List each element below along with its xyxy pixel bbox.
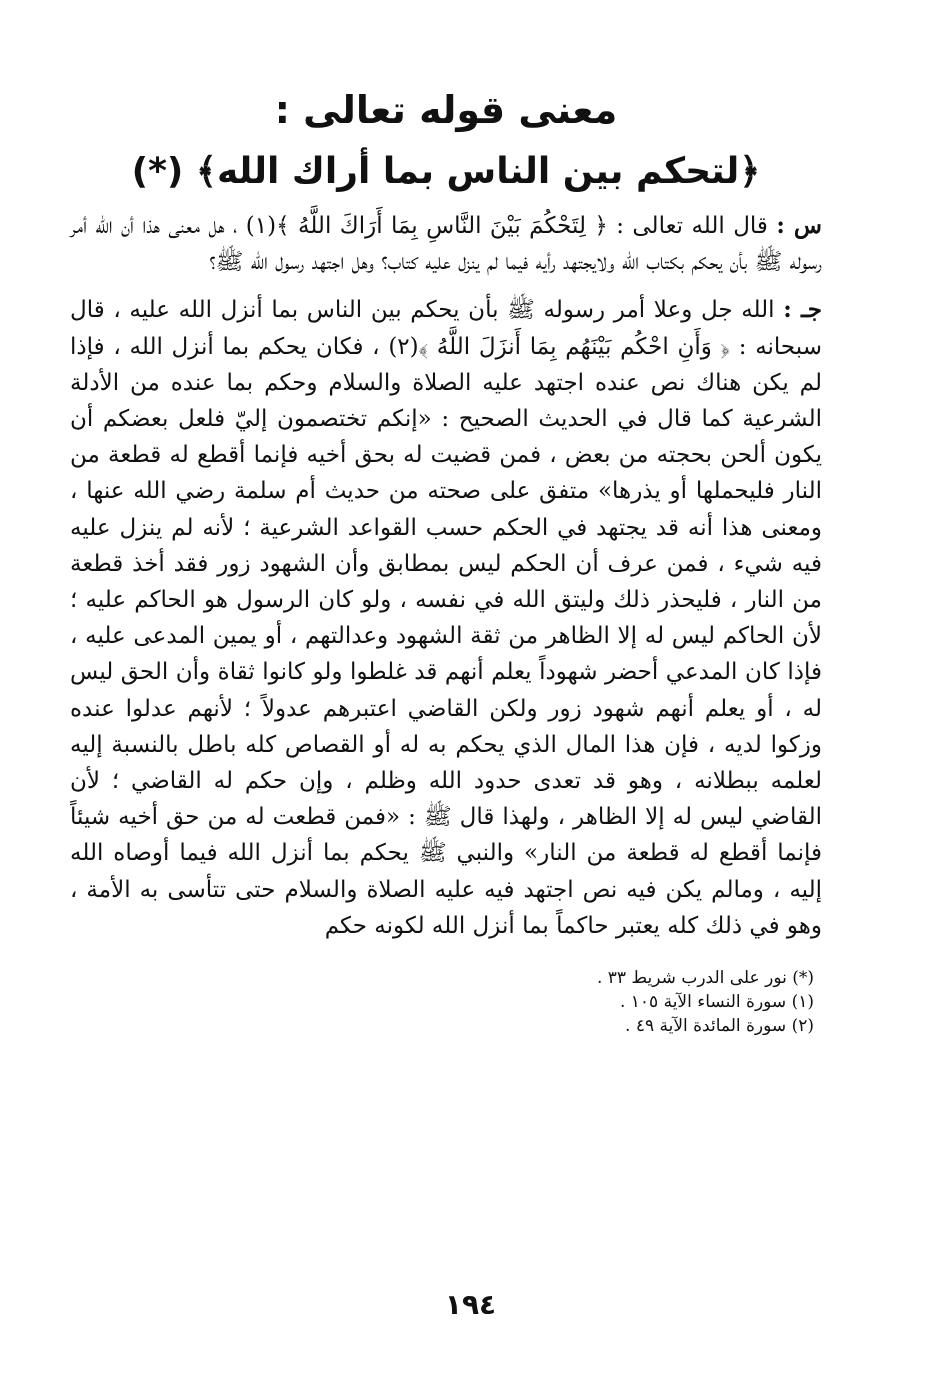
answer-text: الله جل وعلا أمر رسوله ﷺ بأن يحكم بين الناس بما أنزل الله عليه ، قال سبحانه : ﴿ وَأَنِ احْكُم بَيْنَهُم بِمَا أَنزَلَ اللَّهُ ﴾(٢) ، فكان يحكم بما أنزل الله ، فإذا لم يكن هناك نص عنده اجتهد عليه الصلاة والسلام وحكم بما عنده من الأدلة الشرعية كما قال في الحديث الصحيح : «إنكم تختصمون إليّ فلعل بعضكم أن يكون ألحن بحجته من بعض ، فمن قضيت له بحق أخيه فإنما أقطع له قطعة من النار فليحملها أو يذرها» متفق على صحته من حديث أم سلمة رضي الله عنها ، ومعنى هذا أنه قد يجتهد في الحكم حسب القواعد الشرعية ؛ لأنه لم ينزل عليه فيه شيء ، فمن عرف أن الحكم ليس بمطابق وأن الشهود زور فقد أخذ قطعة من النار ، فليحذر ذلك وليتق الله في نفسه ، ولو كان الرسول هو الحاكم عليه ؛ لأن الحاكم ليس له إلا الظاهر من ثقة الشهود وعدالتهم ، أو يمين المدعى عليه ، فإذا كان المدعي أحضر شهوداً يعلم أنهم قد غلطوا ولو كانوا ثقاة وأن الحق ليس له ، أو يعلم أنهم شهود زور ولكن القاضي اعتبرهم عدولاً ؛ لأنهم عدلوا عنده وزكوا لديه ، فإن هذا المال الذي يحكم به له أو القصاص كله باطل بالنسبة إليه لعلمه ببطلانه ، وهو قد تعدى حدود الله وظلم ، وإن حكم له القاضي ؛ لأن القاضي ليس له إلا الظاهر ، ولهذا قال ﷺ : «فمن قطعت له من حق أخيه شيئاً فإنما أقطع له قطعة من النار» والنبي ﷺ يحكم بما أنزل الله فيما أوصاه الله إليه ، ومالم يكن فيه نص اجتهد فيه عليه الصلاة والسلام حتى تتأسى به الأمة ، وهو في ذلك كله يعتبر حاكماً بما أنزل الله لكونه حكم	[70, 297, 822, 939]
page-title: معنى قوله تعالى :	[274, 88, 618, 132]
question-marker: س :	[776, 212, 823, 239]
document-page	[70, 78, 822, 1038]
footnotes	[70, 966, 822, 1038]
page-subtitle-verse: ﴿لتحكم بين الناس بما أراك الله﴾ (*)	[131, 151, 761, 192]
answer-marker: جـ :	[783, 296, 822, 324]
page-number: ١٩٤	[444, 1288, 497, 1321]
footnote-item: (١) سورة النساء الآية ١٠٥ .	[619, 992, 814, 1013]
question-paragraph	[70, 208, 822, 280]
footnote-item: (*) نور على الدرب شريط ٣٣ .	[596, 968, 814, 989]
answer-paragraph	[70, 292, 822, 944]
footnote-item: (٢) سورة المائدة الآية ٤٩ .	[625, 1016, 814, 1037]
question-text: قال الله تعالى : ﴿ لِتَحْكُمَ بَيْنَ النَّاسِ بِمَا أَرَاكَ اللَّهُ ﴾(١) ، هل معنى هذا أن الله أمر رسوله ﷺ بأن يحكم بكتاب الله ولايجتهد رأيه فيما لم ينزل عليه كتاب؟ وهل اجتهد رسول الله ﷺ؟	[70, 213, 822, 276]
